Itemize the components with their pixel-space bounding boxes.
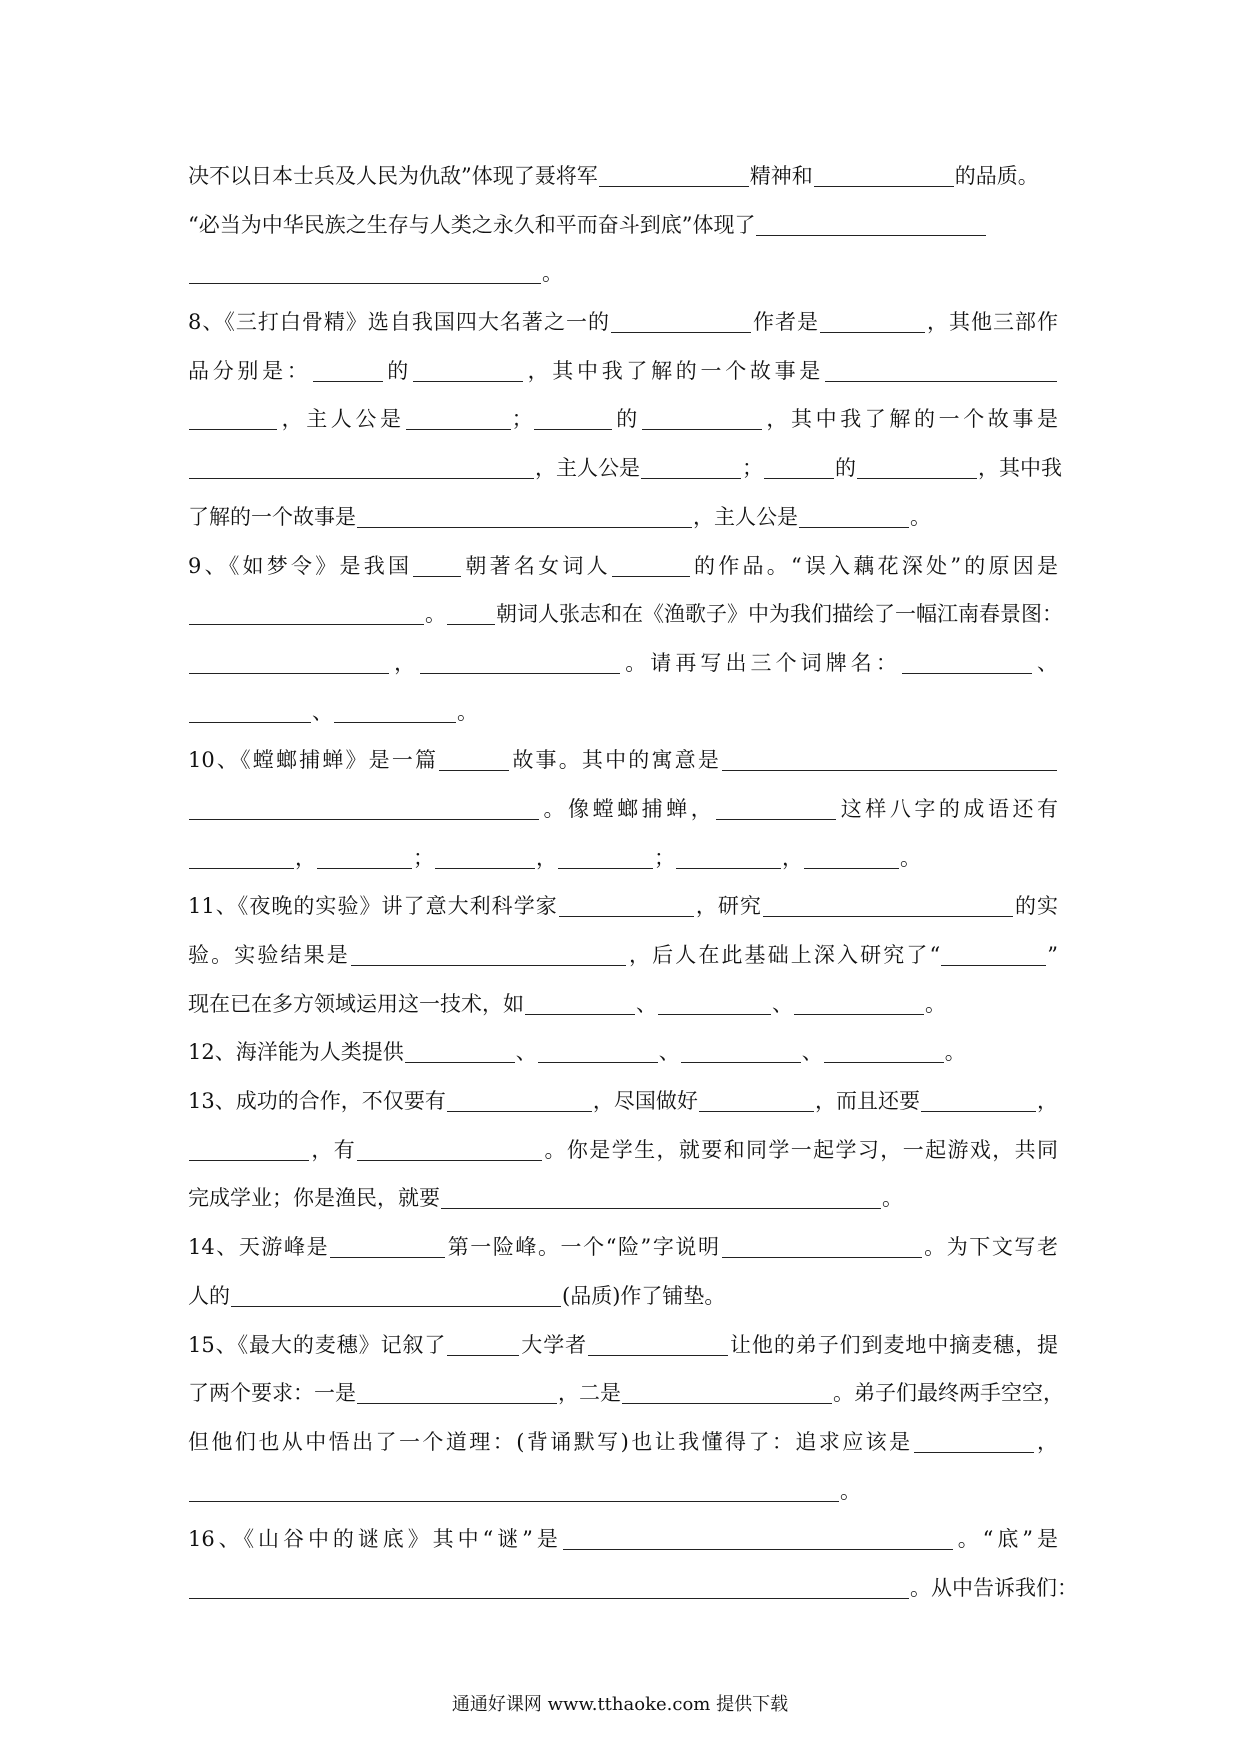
line-text: ， <box>1034 1429 1059 1454</box>
text-line <box>188 1126 1058 1175</box>
line-text: 人的 <box>188 1283 230 1308</box>
fill-in-blank[interactable] <box>189 407 277 430</box>
fill-in-blank[interactable] <box>611 310 751 333</box>
text-line <box>188 785 1058 834</box>
line-text: 决不以日本士兵及人民为仇敌”体现了聂将军 <box>188 164 598 188</box>
text-line <box>188 590 1063 639</box>
line-text: ，而且还要 <box>814 1089 921 1114</box>
worksheet-body <box>188 152 1078 1613</box>
text-line <box>188 347 1058 396</box>
fill-in-blank[interactable] <box>538 1040 658 1063</box>
fill-in-blank[interactable] <box>825 359 1057 382</box>
text-line <box>188 395 1058 444</box>
text-line <box>188 1418 1058 1467</box>
fill-in-blank[interactable] <box>330 1235 445 1258</box>
line-text: “必当为中华民族之生存与人类之永久和平而奋斗到底”体现了 <box>188 212 756 237</box>
line-text: 。 <box>910 504 931 529</box>
line-text: ，其中我 <box>978 456 1062 481</box>
line-text: ， <box>782 845 803 870</box>
fill-in-blank[interactable] <box>622 1381 832 1404</box>
fill-in-blank[interactable] <box>413 554 461 577</box>
line-text: 。 <box>457 699 478 724</box>
line-text: 、 <box>1032 650 1059 675</box>
text-line <box>188 1077 1058 1126</box>
text-line <box>188 201 1058 250</box>
line-text: 的 <box>383 358 412 383</box>
line-text: 14、天游峰是 <box>188 1235 330 1260</box>
fill-in-blank[interactable] <box>559 894 694 917</box>
text-line <box>188 688 1058 737</box>
fill-in-blank[interactable] <box>189 846 294 869</box>
fill-in-blank[interactable] <box>824 1040 944 1063</box>
fill-in-blank[interactable] <box>313 359 383 382</box>
line-text: ， <box>390 650 420 675</box>
text-line <box>188 444 1062 493</box>
text-line <box>188 639 1058 688</box>
fill-in-blank[interactable] <box>722 748 1057 771</box>
line-text: ； <box>511 407 533 432</box>
fill-in-blank[interactable] <box>405 1040 515 1063</box>
line-text: 、 <box>515 1040 537 1065</box>
fill-in-blank[interactable] <box>814 164 954 187</box>
line-text: ； <box>413 845 434 870</box>
line-text: 、 <box>772 991 793 1016</box>
line-text: 12、海洋能为人类提供 <box>188 1040 404 1065</box>
line-text: ， <box>1037 1089 1059 1114</box>
text-line <box>188 1564 1078 1613</box>
line-text: 的 <box>835 456 856 481</box>
line-text: 但他们也从中悟出了一个道理：(背诵默写)也让我懂得了：追求应该是 <box>188 1429 913 1454</box>
fill-in-blank[interactable] <box>857 456 977 479</box>
fill-in-blank[interactable] <box>357 1138 542 1161</box>
fill-in-blank[interactable] <box>447 1333 519 1356</box>
fill-in-blank[interactable] <box>525 992 635 1015</box>
line-text: 。“底”是 <box>953 1527 1058 1552</box>
line-text: 。像螳螂捕蝉， <box>540 796 716 821</box>
line-text: 大学者 <box>520 1332 588 1357</box>
fill-in-blank[interactable] <box>334 700 456 723</box>
line-text: 。 <box>944 1040 966 1065</box>
fill-in-blank[interactable] <box>820 310 925 333</box>
fill-in-blank[interactable] <box>357 1381 557 1404</box>
fill-in-blank[interactable] <box>722 1235 922 1258</box>
line-text: 15、《最大的麦穗》记叙了 <box>188 1332 447 1357</box>
fill-in-blank[interactable] <box>406 407 511 430</box>
fill-in-blank[interactable] <box>189 1576 909 1599</box>
line-text: (品质)作了铺垫。 <box>562 1283 726 1308</box>
line-text: ，主人公是 <box>693 504 798 529</box>
fill-in-blank[interactable] <box>189 797 539 820</box>
line-text: 9、《如梦令》是我国 <box>188 553 413 578</box>
line-text: 故事。其中的寓意是 <box>510 748 721 773</box>
fill-in-blank[interactable] <box>921 1089 1036 1112</box>
line-text: ” <box>1047 943 1058 967</box>
fill-in-blank[interactable] <box>756 213 986 236</box>
fill-in-blank[interactable] <box>612 554 690 577</box>
fill-in-blank[interactable] <box>764 456 834 479</box>
line-text: ，二是 <box>558 1381 621 1406</box>
line-text: 验。实验结果是 <box>188 943 350 967</box>
line-text: 现在已在多方领域运用这一技术，如 <box>188 991 524 1016</box>
page-footer: 通通好课网 www.tthaoke.com 提供下载 <box>451 1694 789 1715</box>
line-text: 朝著名女词人 <box>462 553 611 578</box>
fill-in-blank[interactable] <box>439 748 509 771</box>
line-text: 的 <box>612 407 641 432</box>
line-text: 朝词人张志和在《渔歌子》中为我们描绘了一幅江南春景图： <box>496 602 1063 627</box>
line-text: 8、《三打白骨精》选自我国四大名著之一的 <box>188 310 610 335</box>
text-line <box>188 736 1058 785</box>
line-text: 精神和 <box>749 164 813 188</box>
fill-in-blank[interactable] <box>231 1284 561 1307</box>
fill-in-blank[interactable] <box>189 700 311 723</box>
line-text: 的实 <box>1013 894 1059 919</box>
line-text: 让他的弟子们到麦地中摘麦穗，提 <box>729 1332 1058 1357</box>
fill-in-blank[interactable] <box>447 602 495 625</box>
line-text: ，其中我了解的一个故事是 <box>762 407 1059 432</box>
fill-in-blank[interactable] <box>189 1138 309 1161</box>
text-line <box>188 1223 1058 1272</box>
fill-in-blank[interactable] <box>558 846 653 869</box>
text-line <box>188 542 1058 591</box>
line-text: ； <box>654 845 675 870</box>
fill-in-blank[interactable] <box>902 651 1032 674</box>
fill-in-blank[interactable] <box>641 456 741 479</box>
line-text: 了解的一个故事是 <box>188 504 356 529</box>
line-text: 。为下文写老 <box>922 1235 1058 1260</box>
line-text: 、 <box>636 991 657 1016</box>
line-text: ， <box>295 845 316 870</box>
fill-in-blank[interactable] <box>435 846 535 869</box>
fill-in-blank[interactable] <box>914 1430 1034 1453</box>
line-text: 、 <box>801 1040 823 1065</box>
line-text: 。 <box>882 1186 903 1211</box>
line-text: 11、《夜晚的实验》讲了意大利科学家 <box>188 894 558 919</box>
text-line <box>188 1272 1058 1321</box>
fill-in-blank[interactable] <box>189 261 541 284</box>
text-line <box>188 152 1058 201</box>
line-text: 16、《山谷中的谜底》其中“谜”是 <box>188 1527 562 1552</box>
fill-in-blank[interactable] <box>699 1089 814 1112</box>
line-text: 。 <box>840 1478 861 1503</box>
line-text: ； <box>742 456 763 481</box>
line-text: 。 <box>425 602 446 627</box>
fill-in-blank[interactable] <box>441 1186 881 1209</box>
fill-in-blank[interactable] <box>676 846 781 869</box>
text-line <box>188 882 1058 931</box>
fill-in-blank[interactable] <box>599 164 749 187</box>
fill-in-blank[interactable] <box>588 1333 728 1356</box>
text-line <box>188 298 1058 347</box>
line-text: 品分别是： <box>188 358 312 383</box>
line-text: 完成学业；你是渔民，就要 <box>188 1186 440 1211</box>
line-text: ，后人在此基础上深入研究了“ <box>626 943 941 967</box>
text-line <box>188 1467 1058 1516</box>
fill-in-blank[interactable] <box>447 1089 592 1112</box>
line-text: ，有 <box>310 1137 357 1162</box>
line-text: 作者是 <box>751 310 819 335</box>
fill-in-blank[interactable] <box>941 943 1046 966</box>
text-line <box>188 1321 1058 1370</box>
line-text: 。请再写出三个词牌名： <box>621 650 901 675</box>
fill-in-blank[interactable] <box>804 846 899 869</box>
fill-in-blank[interactable] <box>534 407 612 430</box>
line-text: 。 <box>542 261 563 286</box>
line-text: 。从中告诉我们： <box>910 1575 1078 1600</box>
text-line <box>188 1028 1058 1077</box>
fill-in-blank[interactable] <box>413 359 523 382</box>
fill-in-blank[interactable] <box>351 943 626 966</box>
fill-in-blank[interactable] <box>189 1479 839 1502</box>
line-text: 的品质。 <box>954 164 1039 188</box>
line-text: ，其中我了解的一个故事是 <box>523 358 825 383</box>
fill-in-blank[interactable] <box>189 602 424 625</box>
line-text: 13、成功的合作，不仅要有 <box>188 1089 446 1114</box>
fill-in-blank[interactable] <box>642 407 762 430</box>
fill-in-blank[interactable] <box>317 846 412 869</box>
text-line <box>188 493 1058 542</box>
line-text: ，主人公是 <box>535 456 640 481</box>
line-text: 10、《螳螂捕蝉》是一篇 <box>188 748 439 773</box>
fill-in-blank[interactable] <box>763 894 1013 917</box>
line-text: ，研究 <box>694 894 762 919</box>
line-text: ， <box>536 845 557 870</box>
line-text: 、 <box>312 699 333 724</box>
line-text: 、 <box>658 1040 680 1065</box>
fill-in-blank[interactable] <box>799 505 909 528</box>
text-line <box>188 249 1058 298</box>
line-text: 。 <box>925 991 946 1016</box>
fill-in-blank[interactable] <box>189 651 389 674</box>
fill-in-blank[interactable] <box>658 992 771 1015</box>
line-text: 了两个要求：一是 <box>188 1381 356 1406</box>
text-line <box>188 1174 1058 1223</box>
line-text: ，主人公是 <box>278 407 405 432</box>
text-line <box>188 1369 1064 1418</box>
text-line <box>188 1515 1058 1564</box>
line-text: 。弟子们最终两手空空， <box>833 1381 1064 1406</box>
fill-in-blank[interactable] <box>420 651 620 674</box>
line-text: ，其他三部作 <box>925 310 1059 335</box>
fill-in-blank[interactable] <box>681 1040 801 1063</box>
line-text: 第一险峰。一个“险”字说明 <box>446 1235 721 1260</box>
text-line <box>188 931 1058 980</box>
text-line <box>188 834 1058 883</box>
line-text: ，尽国做好 <box>592 1089 698 1114</box>
fill-in-blank[interactable] <box>563 1527 953 1550</box>
line-text: 。 <box>900 845 921 870</box>
line-text: 这样八字的成语还有 <box>837 796 1059 821</box>
line-text: 。你是学生，就要和同学一起学习，一起游戏，共同 <box>543 1137 1059 1162</box>
line-text: 的作品。“误入藕花深处”的原因是 <box>690 553 1058 578</box>
fill-in-blank[interactable] <box>189 456 534 479</box>
fill-in-blank[interactable] <box>794 992 924 1015</box>
fill-in-blank[interactable] <box>357 505 692 528</box>
text-line <box>188 980 1058 1029</box>
fill-in-blank[interactable] <box>716 797 836 820</box>
